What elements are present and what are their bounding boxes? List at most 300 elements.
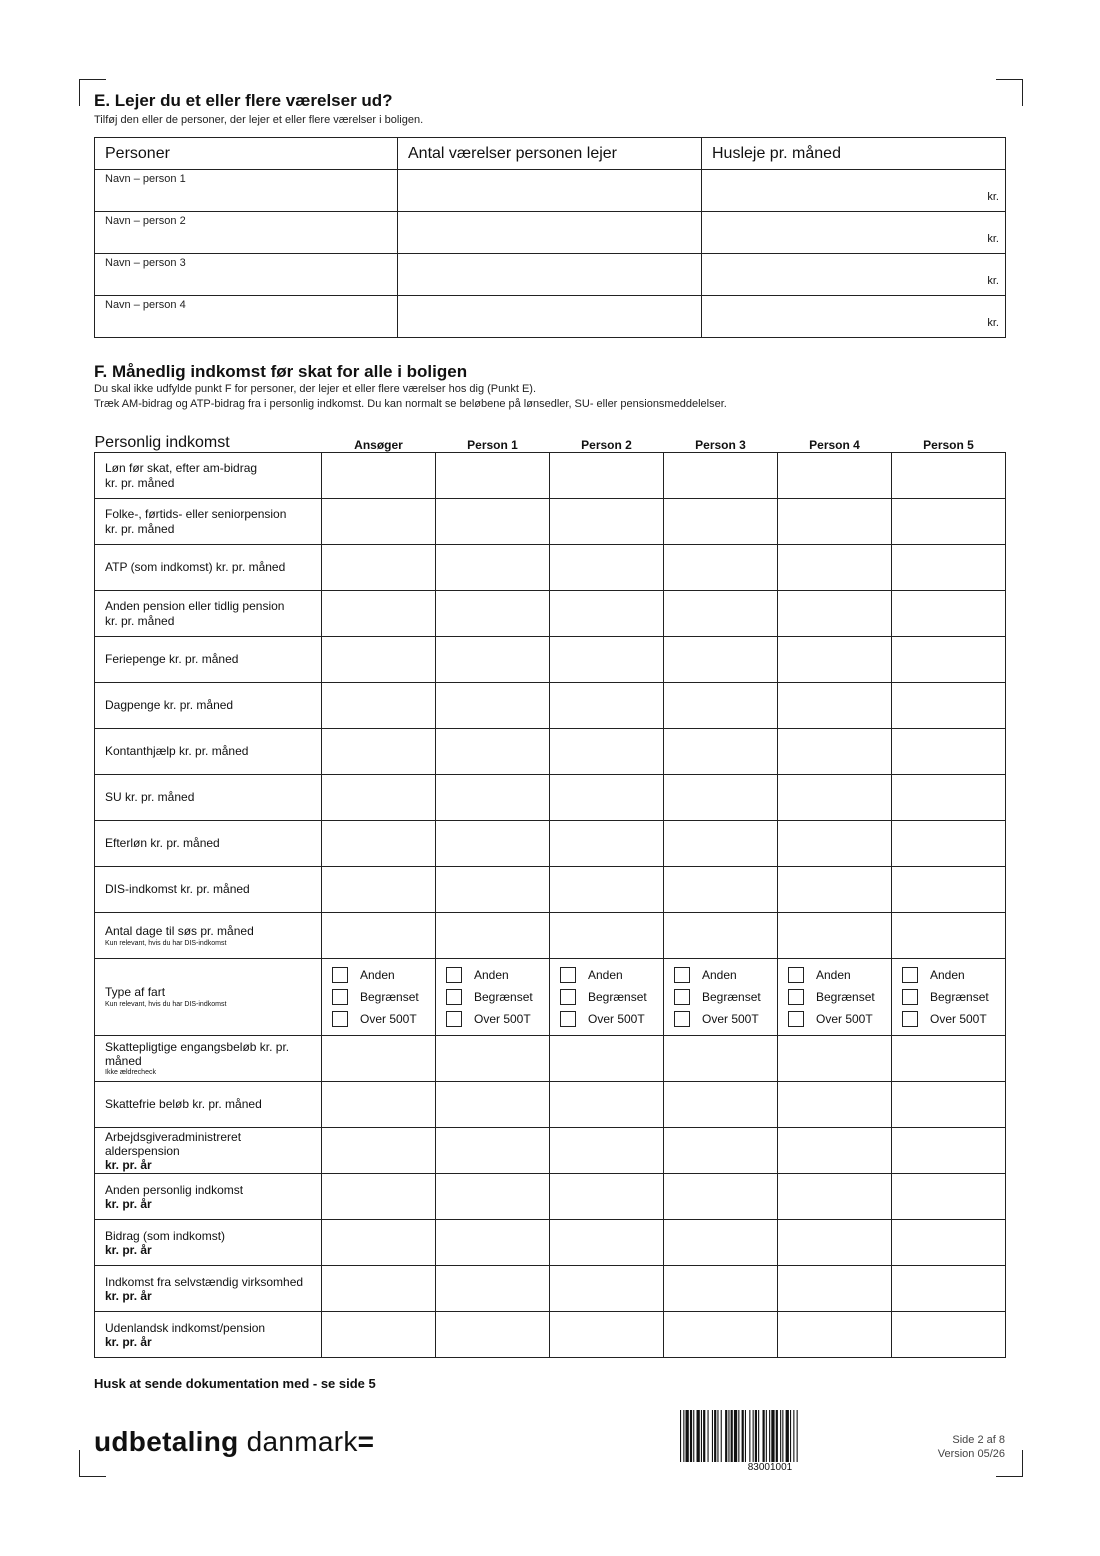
income-input-cell[interactable]: [778, 867, 892, 913]
barcode-bar: [714, 1410, 716, 1462]
income-input-cell[interactable]: [550, 591, 664, 637]
barcode-bar: [712, 1410, 713, 1462]
income-input-cell[interactable]: [322, 1174, 436, 1220]
income-row-label: [95, 821, 322, 867]
income-input-cell[interactable]: [550, 729, 664, 775]
row-label-unit-bold: kr. pr. år: [105, 1196, 152, 1211]
fart-option[interactable]: [788, 964, 881, 986]
income-input-cell[interactable]: [436, 1036, 550, 1082]
checkbox[interactable]: [332, 967, 348, 983]
fart-option[interactable]: [674, 986, 767, 1008]
rent-amount-cell[interactable]: [702, 170, 1006, 212]
fart-option[interactable]: [902, 1008, 995, 1030]
person-name-label: Navn – person 1: [105, 173, 186, 185]
income-input-cell[interactable]: [322, 499, 436, 545]
checkbox-label: Begrænset: [930, 989, 989, 1004]
income-input-cell[interactable]: [778, 729, 892, 775]
income-input-cell[interactable]: [550, 867, 664, 913]
income-input-cell[interactable]: [550, 913, 664, 959]
checkbox[interactable]: [560, 1011, 576, 1027]
income-input-cell[interactable]: [664, 1312, 778, 1358]
row-label-text: Løn før skat, efter am-bidrag: [105, 460, 258, 475]
income-input-cell[interactable]: [322, 1220, 436, 1266]
income-input-cell[interactable]: [436, 913, 550, 959]
income-input-cell[interactable]: [550, 1128, 664, 1174]
checkbox[interactable]: [902, 967, 918, 983]
income-input-cell[interactable]: [436, 775, 550, 821]
income-row-label: [95, 453, 322, 499]
checkbox[interactable]: [332, 1011, 348, 1027]
row-label-text: Anden personlig indkomst: [105, 1182, 244, 1197]
income-row: [95, 867, 1006, 913]
income-input-cell[interactable]: [436, 1128, 550, 1174]
income-input-cell[interactable]: [436, 821, 550, 867]
fart-option[interactable]: [674, 964, 767, 986]
income-input-cell[interactable]: [892, 729, 1006, 775]
income-input-cell[interactable]: [892, 499, 1006, 545]
checkbox[interactable]: [674, 989, 690, 1005]
income-input-cell[interactable]: [664, 729, 778, 775]
checkbox-label: Anden: [930, 967, 965, 982]
fart-options-list: [446, 964, 539, 1030]
income-input-cell[interactable]: [550, 1266, 664, 1312]
barcode-bar: [680, 1410, 681, 1462]
barcode-bar: [780, 1410, 781, 1462]
income-row-label: [95, 775, 322, 821]
income-input-cell[interactable]: [550, 775, 664, 821]
fart-option[interactable]: [332, 1008, 425, 1030]
row-label-text: Antal dage til søs pr. måned: [105, 923, 254, 938]
fart-options-list: [902, 964, 995, 1030]
column-header-person-5: Person 5: [923, 438, 974, 452]
income-input-cell[interactable]: [322, 1036, 436, 1082]
income-row: [95, 1266, 1006, 1312]
income-row-label: [95, 637, 322, 683]
rent-amount-cell[interactable]: [702, 254, 1006, 296]
checkbox-label: Anden: [474, 967, 509, 982]
section-f-subtitle-2: Træk AM-bidrag og ATP-bidrag fra i personlig indkomst. Du kan normalt se beløbene på lønsedler, SU- eller pensionsmeddelelser.: [94, 398, 727, 410]
checkbox-label: Anden: [702, 967, 737, 982]
page-info: [938, 1433, 1005, 1461]
income-input-cell[interactable]: [664, 499, 778, 545]
fart-options-list: [674, 964, 767, 1030]
income-table: [94, 434, 1006, 1358]
person-name-cell[interactable]: [95, 254, 398, 296]
income-input-cell[interactable]: [436, 591, 550, 637]
section-f-title: F. Månedlig indkomst før skat for alle i boligen: [94, 362, 468, 381]
column-header-person-4: Person 4: [809, 438, 860, 452]
income-input-cell[interactable]: [550, 545, 664, 591]
checkbox-label: Anden: [360, 967, 395, 982]
fart-option[interactable]: [446, 986, 539, 1008]
income-row-label: [95, 1082, 322, 1128]
income-row: [95, 1220, 1006, 1266]
fart-options-list: [332, 964, 425, 1030]
row-label-text: ATP (som indkomst) kr. pr. måned: [105, 560, 286, 574]
row-label-unit: kr. pr. måned: [105, 613, 175, 628]
income-row: [95, 1128, 1006, 1174]
income-input-cell[interactable]: [664, 453, 778, 499]
income-input-cell[interactable]: [778, 453, 892, 499]
income-row-label: [95, 1174, 322, 1220]
income-input-cell[interactable]: [436, 1174, 550, 1220]
row-label-note: Kun relevant, hvis du har DIS-indkomst: [105, 939, 227, 947]
logo-word-danmark: danmark: [238, 1426, 358, 1457]
row-label-unit: kr. pr. måned: [105, 521, 175, 536]
person-name-cell[interactable]: [95, 170, 398, 212]
barcode-bar: [738, 1410, 739, 1462]
income-input-cell[interactable]: [892, 1312, 1006, 1358]
person-name-label: Navn – person 2: [105, 215, 186, 227]
income-input-cell[interactable]: [322, 1082, 436, 1128]
checkbox[interactable]: [674, 967, 690, 983]
checkbox-label: Over 500T: [702, 1011, 759, 1026]
barcode-bar: [708, 1410, 709, 1462]
version-label: Version 05/26: [937, 1448, 1005, 1460]
fart-option[interactable]: [902, 986, 995, 1008]
income-input-cell[interactable]: [664, 637, 778, 683]
barcode-bar: [763, 1410, 765, 1462]
currency-label: kr.: [987, 233, 999, 245]
barcode-bar: [782, 1410, 783, 1462]
barcode-bar: [717, 1410, 718, 1462]
header-husleje: Husleje pr. måned: [702, 138, 1006, 170]
barcode-number: 83001001: [747, 1462, 793, 1473]
income-row: [95, 1036, 1006, 1082]
barcode-bar: [797, 1410, 798, 1462]
checkbox-label: Begrænset: [360, 989, 419, 1004]
income-input-cell[interactable]: [322, 775, 436, 821]
barcode-bar: [703, 1410, 705, 1462]
room-count-cell[interactable]: [398, 254, 702, 296]
barcode-bar: [766, 1410, 767, 1462]
section-e-title: E. Lejer du et eller flere værelser ud?: [94, 91, 393, 110]
section-e-subtitle: Tilføj den eller de personer, der lejer et eller flere værelser i boligen.: [94, 114, 424, 126]
income-input-cell[interactable]: [778, 1266, 892, 1312]
income-input-cell[interactable]: [322, 1128, 436, 1174]
rental-row: [95, 254, 1006, 296]
header-antal-vaerelser: Antal værelser personen lejer: [398, 138, 702, 170]
income-row: [95, 775, 1006, 821]
barcode-bar: [755, 1410, 757, 1462]
fart-option[interactable]: [788, 986, 881, 1008]
person-name-cell[interactable]: [95, 296, 398, 338]
income-row-label: [95, 683, 322, 729]
income-input-cell[interactable]: [550, 683, 664, 729]
income-input-cell[interactable]: [322, 545, 436, 591]
income-row-label: [95, 545, 322, 591]
income-row-label: [95, 913, 322, 959]
income-input-cell[interactable]: [550, 637, 664, 683]
rental-row: [95, 296, 1006, 338]
income-input-cell[interactable]: [322, 1266, 436, 1312]
barcode-bar: [786, 1410, 789, 1462]
income-input-cell[interactable]: [778, 1128, 892, 1174]
barcode-bar: [749, 1410, 750, 1462]
currency-label: kr.: [987, 275, 999, 287]
fart-option[interactable]: [902, 964, 995, 986]
income-input-cell[interactable]: [664, 775, 778, 821]
person-name-cell[interactable]: [95, 212, 398, 254]
income-input-cell[interactable]: [436, 1082, 550, 1128]
income-input-cell[interactable]: [892, 913, 1006, 959]
checkbox[interactable]: [446, 1011, 462, 1027]
income-input-cell[interactable]: [322, 683, 436, 729]
income-input-cell[interactable]: [436, 545, 550, 591]
fart-options-cell: [436, 959, 550, 1036]
page-number: Side 2 af 8: [952, 1434, 1005, 1446]
income-input-cell[interactable]: [322, 821, 436, 867]
income-row-label: [95, 1312, 322, 1358]
income-input-cell[interactable]: [778, 1220, 892, 1266]
income-input-cell[interactable]: [664, 1128, 778, 1174]
income-input-cell[interactable]: [892, 453, 1006, 499]
barcode-bar: [721, 1410, 722, 1462]
barcode-bar: [758, 1410, 759, 1462]
income-input-cell[interactable]: [664, 683, 778, 729]
row-label-unit-bold: kr. pr. år: [105, 1288, 152, 1303]
rent-amount-cell[interactable]: [702, 212, 1006, 254]
checkbox-label: Over 500T: [588, 1011, 645, 1026]
income-input-cell[interactable]: [778, 499, 892, 545]
income-input-cell[interactable]: [664, 1266, 778, 1312]
barcode-bar: [742, 1410, 744, 1462]
fart-option[interactable]: [332, 986, 425, 1008]
income-row-label: [95, 867, 322, 913]
logo-equals-mark: =: [357, 1426, 375, 1457]
income-input-cell[interactable]: [892, 1082, 1006, 1128]
barcode-bar: [731, 1410, 733, 1462]
checkbox[interactable]: [788, 1011, 804, 1027]
income-input-cell[interactable]: [778, 821, 892, 867]
row-label-unit-bold: kr. pr. år: [105, 1242, 152, 1257]
income-input-cell[interactable]: [892, 867, 1006, 913]
income-input-cell[interactable]: [892, 1128, 1006, 1174]
income-input-cell[interactable]: [892, 637, 1006, 683]
income-row: [95, 1312, 1006, 1358]
column-header-person-3: Person 3: [695, 438, 746, 452]
income-input-cell[interactable]: [436, 683, 550, 729]
income-row-label: [95, 1220, 322, 1266]
income-input-cell[interactable]: [322, 453, 436, 499]
income-row: [95, 913, 1006, 959]
income-input-cell[interactable]: [550, 1220, 664, 1266]
income-input-cell[interactable]: [322, 729, 436, 775]
income-input-cell[interactable]: [550, 1082, 664, 1128]
income-input-cell[interactable]: [664, 913, 778, 959]
income-input-cell[interactable]: [892, 1266, 1006, 1312]
fart-options-cell: [664, 959, 778, 1036]
income-input-cell[interactable]: [550, 821, 664, 867]
checkbox[interactable]: [902, 989, 918, 1005]
income-input-cell[interactable]: [892, 545, 1006, 591]
fart-option[interactable]: [788, 1008, 881, 1030]
income-input-cell[interactable]: [664, 1220, 778, 1266]
income-input-cell[interactable]: [892, 591, 1006, 637]
barcode-bar: [769, 1410, 770, 1462]
row-label-text: Feriepenge kr. pr. måned: [105, 652, 239, 666]
checkbox[interactable]: [560, 967, 576, 983]
barcode-bar: [701, 1410, 702, 1462]
income-input-cell[interactable]: [664, 545, 778, 591]
room-count-cell[interactable]: [398, 296, 702, 338]
income-input-cell[interactable]: [664, 1082, 778, 1128]
barcode-bar: [734, 1410, 737, 1462]
checkbox[interactable]: [332, 989, 348, 1005]
fart-option[interactable]: [560, 964, 653, 986]
checkbox-label: Begrænset: [588, 989, 647, 1004]
income-input-cell[interactable]: [892, 1174, 1006, 1220]
income-input-cell[interactable]: [778, 683, 892, 729]
row-label-text: Anden pension eller tidlig pension: [105, 598, 285, 613]
fart-options-cell: [550, 959, 664, 1036]
currency-label: kr.: [987, 317, 999, 329]
income-input-cell[interactable]: [436, 729, 550, 775]
barcode-bar: [728, 1410, 729, 1462]
barcode-bar: [776, 1410, 778, 1462]
row-label-text: DIS-indkomst kr. pr. måned: [105, 882, 250, 896]
checkbox-label: Begrænset: [816, 989, 875, 1004]
income-input-cell[interactable]: [322, 1312, 436, 1358]
row-label-text: Type af fart: [105, 985, 166, 999]
checkbox[interactable]: [446, 967, 462, 983]
checkbox[interactable]: [446, 989, 462, 1005]
income-input-cell[interactable]: [664, 1174, 778, 1220]
income-row: [95, 821, 1006, 867]
income-input-cell[interactable]: [778, 591, 892, 637]
income-input-cell[interactable]: [664, 867, 778, 913]
barcode-bar: [725, 1410, 727, 1462]
income-input-cell[interactable]: [892, 1220, 1006, 1266]
checkbox-label: Begrænset: [474, 989, 533, 1004]
income-row: [95, 545, 1006, 591]
barcode-bar: [790, 1410, 791, 1462]
income-row-label: [95, 729, 322, 775]
person-name-label: Navn – person 3: [105, 257, 186, 269]
rental-row: [95, 170, 1006, 212]
row-label-text: Indkomst fra selvstændig virksomhed: [105, 1274, 304, 1289]
income-input-cell[interactable]: [550, 1312, 664, 1358]
checkbox[interactable]: [788, 989, 804, 1005]
row-label-text: Efterløn kr. pr. måned: [105, 836, 220, 850]
crop-mark-top-right: [996, 79, 1023, 106]
column-header-person-2: Person 2: [581, 438, 632, 452]
row-label-text: SU kr. pr. måned: [105, 790, 195, 804]
barcode-bar: [745, 1410, 746, 1462]
income-input-cell[interactable]: [664, 591, 778, 637]
income-row-label: [95, 499, 322, 545]
income-row: [95, 499, 1006, 545]
barcode-bar: [690, 1410, 692, 1462]
income-input-cell[interactable]: [778, 1082, 892, 1128]
income-input-cell[interactable]: [892, 1036, 1006, 1082]
income-input-cell[interactable]: [436, 453, 550, 499]
barcode-bar: [753, 1410, 754, 1462]
checkbox-label: Begrænset: [702, 989, 761, 1004]
income-input-cell[interactable]: [892, 775, 1006, 821]
income-input-cell[interactable]: [664, 1036, 778, 1082]
header-personlig-indkomst: Personlig indkomst: [94, 434, 230, 451]
fart-option[interactable]: [446, 964, 539, 986]
income-row-label: [95, 591, 322, 637]
row-label-text: Udenlandsk indkomst/pension: [105, 1320, 266, 1335]
income-row: [95, 1082, 1006, 1128]
income-input-cell[interactable]: [322, 591, 436, 637]
income-input-cell[interactable]: [322, 867, 436, 913]
income-input-cell[interactable]: [550, 499, 664, 545]
income-row: [95, 729, 1006, 775]
income-input-cell[interactable]: [664, 821, 778, 867]
income-input-cell[interactable]: [550, 1036, 664, 1082]
udbetaling-danmark-logo: [94, 1426, 374, 1458]
row-label-note: Kun relevant, hvis du har DIS-indkomst: [105, 1001, 227, 1008]
barcode-bar: [693, 1410, 694, 1462]
room-count-cell[interactable]: [398, 170, 702, 212]
income-input-cell[interactable]: [892, 821, 1006, 867]
income-input-cell[interactable]: [778, 545, 892, 591]
checkbox[interactable]: [674, 1011, 690, 1027]
currency-label: kr.: [987, 191, 999, 203]
income-input-cell[interactable]: [322, 637, 436, 683]
income-input-cell[interactable]: [436, 499, 550, 545]
income-input-cell[interactable]: [322, 913, 436, 959]
header-personer: Personer: [95, 138, 398, 170]
row-label-text: Folke-, førtids- eller seniorpension: [105, 506, 287, 521]
row-label-unit-bold: kr. pr. år: [105, 1157, 152, 1172]
barcode: [680, 1410, 860, 1462]
income-input-cell[interactable]: [550, 453, 664, 499]
fart-option[interactable]: [560, 1008, 653, 1030]
room-count-cell[interactable]: [398, 212, 702, 254]
row-label-text: Kontanthjælp kr. pr. måned: [105, 744, 249, 758]
barcode-bar: [697, 1410, 700, 1462]
row-label-text: Dagpenge kr. pr. måned: [105, 698, 234, 712]
income-input-cell[interactable]: [778, 775, 892, 821]
income-input-cell[interactable]: [550, 1174, 664, 1220]
income-input-cell[interactable]: [778, 1174, 892, 1220]
income-input-cell[interactable]: [436, 1220, 550, 1266]
income-row-label: [95, 1128, 322, 1174]
checkbox[interactable]: [788, 967, 804, 983]
barcode-bar: [683, 1410, 684, 1462]
income-input-cell[interactable]: [778, 637, 892, 683]
income-input-cell[interactable]: [436, 1312, 550, 1358]
barcode-bar: [686, 1410, 689, 1462]
income-input-cell[interactable]: [436, 1266, 550, 1312]
checkbox-label: Anden: [816, 967, 851, 982]
checkbox-label: Over 500T: [930, 1011, 987, 1026]
row-label-text: Arbejdsgiveradministreret alderspension: [105, 1129, 242, 1158]
income-input-cell[interactable]: [778, 1036, 892, 1082]
fart-option[interactable]: [674, 1008, 767, 1030]
checkbox[interactable]: [902, 1011, 918, 1027]
fart-options-cell: [322, 959, 436, 1036]
income-input-cell[interactable]: [436, 867, 550, 913]
fart-option[interactable]: [560, 986, 653, 1008]
rent-amount-cell[interactable]: [702, 296, 1006, 338]
checkbox-label: Over 500T: [816, 1011, 873, 1026]
income-input-cell[interactable]: [436, 637, 550, 683]
checkbox[interactable]: [560, 989, 576, 1005]
documentation-reminder: Husk at sende dokumentation med - se side 5: [94, 1376, 376, 1391]
income-input-cell[interactable]: [778, 1312, 892, 1358]
income-row: [95, 637, 1006, 683]
fart-option[interactable]: [446, 1008, 539, 1030]
fart-options-cell: [892, 959, 1006, 1036]
income-input-cell[interactable]: [778, 913, 892, 959]
fart-option[interactable]: [332, 964, 425, 986]
income-input-cell[interactable]: [892, 683, 1006, 729]
